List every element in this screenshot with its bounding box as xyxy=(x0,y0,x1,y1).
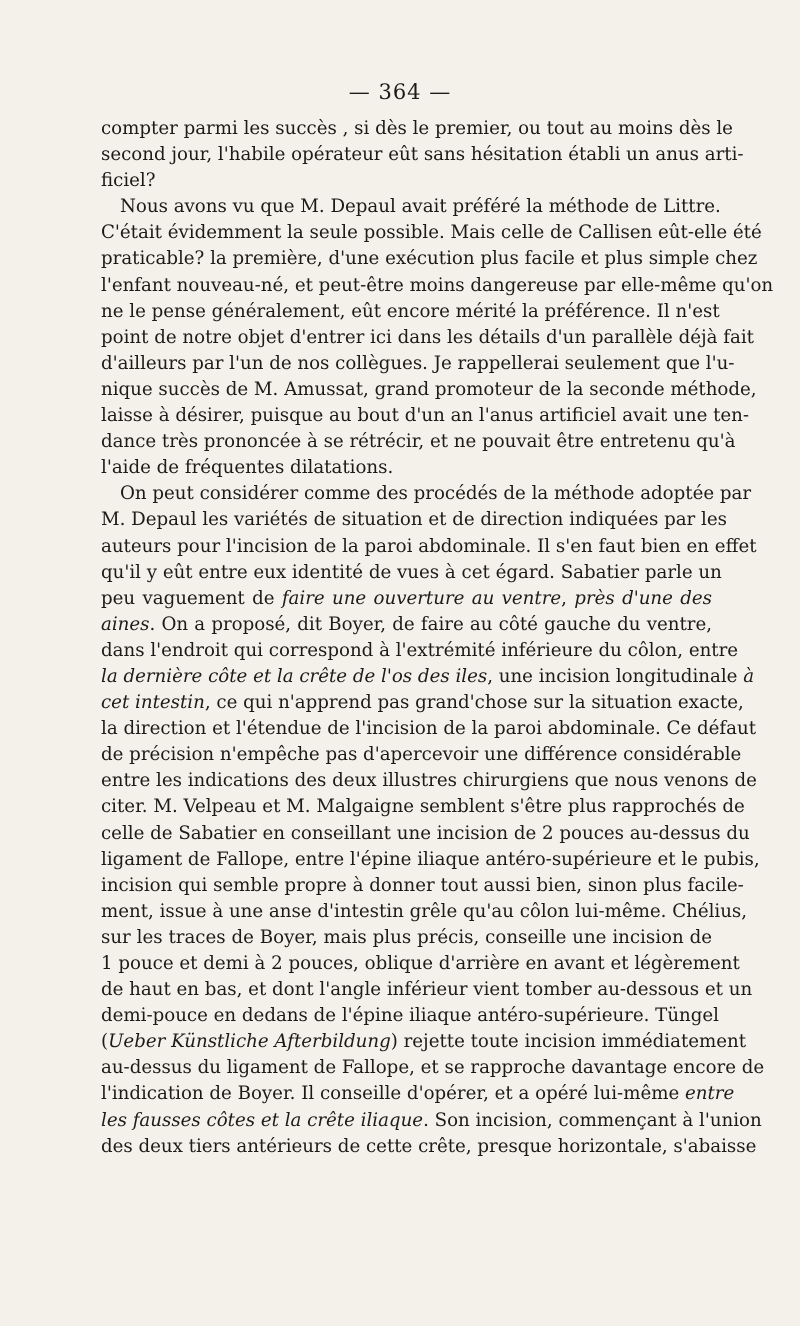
text-line xyxy=(101,1108,762,1134)
text-segment: dance très prononcée à se rétrécir, et ne pouvait être entretenu qu'à xyxy=(101,431,736,453)
text-segment: praticable? la première, d'une exécution plus facile et plus simple chez xyxy=(101,248,758,270)
text-line xyxy=(101,794,745,820)
text-segment: incision qui semble propre à donner tout aussi bien, sinon plus facile- xyxy=(101,874,744,896)
italic-segment: Ueber Künstliche Afterbildung xyxy=(108,1031,391,1053)
text-segment: d'ailleurs par l'un de nos collègues. Je rappellerai seulement que l'u- xyxy=(101,352,735,374)
text-segment: ne le pense généralement, eût encore mérité la préférence. Il n'est xyxy=(101,300,720,322)
text-line xyxy=(101,742,742,768)
text-line xyxy=(101,403,750,429)
text-segment: C'était évidemment la seule possible. Mais celle de Callisen eût-elle été xyxy=(101,222,762,244)
text-line xyxy=(101,194,721,220)
text-segment: au-dessus du ligament de Fallope, et se rapproche davantage encore de xyxy=(101,1057,765,1079)
text-line xyxy=(101,560,722,586)
text-line xyxy=(101,481,752,507)
text-segment: , ce qui n'apprend pas grand'chose sur la situation exacte, xyxy=(204,692,744,714)
text-line xyxy=(101,142,744,168)
text-line xyxy=(101,873,744,899)
text-line xyxy=(101,377,757,403)
text-segment: dans l'endroit qui correspond à l'extrémité inférieure du côlon, entre xyxy=(101,639,739,661)
text-line xyxy=(101,977,753,1003)
text-line xyxy=(101,586,712,612)
body-text xyxy=(101,116,774,1160)
italic-segment: à xyxy=(743,665,755,687)
text-line xyxy=(101,768,757,794)
text-line xyxy=(101,847,760,873)
text-segment: des deux tiers antérieurs de cette crête, presque horizontale, s'abaisse xyxy=(101,1135,757,1157)
text-line xyxy=(101,951,740,977)
text-segment: Nous avons vu que M. Depaul avait préféré la méthode de Littre. xyxy=(120,196,721,218)
text-segment: ( xyxy=(101,1031,109,1053)
text-line xyxy=(101,220,762,246)
text-segment: l'enfant nouveau-né, et peut-être moins dangereuse par elle-même qu'on xyxy=(101,274,774,296)
italic-segment: aines xyxy=(101,613,150,635)
text-segment: citer. M. Velpeau et M. Malgaigne semblent s'être plus rapprochés de xyxy=(101,796,745,818)
text-segment: demi-pouce en dedans de l'épine iliaque antéro-supérieure. Tüngel xyxy=(101,1005,719,1027)
italic-segment: cet intestin xyxy=(101,692,205,714)
text-segment: entre les indications des deux illustres chirurgiens que nous venons de xyxy=(101,770,757,792)
text-line xyxy=(101,638,739,664)
italic-segment: les fausses côtes et la crête iliaque xyxy=(101,1109,424,1131)
text-line xyxy=(101,507,727,533)
text-segment: sur les traces de Boyer, mais plus précis, conseille une incision de xyxy=(101,926,712,948)
text-segment: 1 pouce et demi à 2 pouces, oblique d'arrière en avant et légèrement xyxy=(101,953,740,974)
text-segment: de précision n'empêche pas d'apercevoir une différence considérable xyxy=(101,744,742,766)
text-segment: laisse à désirer, puisque au bout d'un an l'anus artificiel avait une ten- xyxy=(101,405,750,427)
text-segment: second jour, l'habile opérateur eût sans hésitation établi un anus arti- xyxy=(101,144,744,166)
text-line xyxy=(101,534,757,560)
text-line xyxy=(101,1134,757,1160)
page-number: — 364 — xyxy=(348,80,452,104)
text-segment: , xyxy=(561,587,575,609)
text-segment: ligament de Fallope, entre l'épine iliaque antéro-supérieure et le pubis, xyxy=(101,848,760,870)
italic-segment: près d'une des xyxy=(574,587,712,609)
text-line xyxy=(101,1081,735,1107)
text-segment: ment, issue à une anse d'intestin grêle qu'au côlon lui-même. Chélius, xyxy=(101,900,748,922)
text-line xyxy=(101,690,744,716)
text-segment: la direction et l'étendue de l'incision de la paroi abdominale. Ce défaut xyxy=(101,718,757,740)
text-segment: ficiel? xyxy=(101,170,156,192)
text-segment: l'indication de Boyer. Il conseille d'opérer, et a opéré lui-même xyxy=(101,1083,686,1105)
text-segment: de haut en bas, et dont l'angle inférieur vient tomber au-dessous et un xyxy=(101,979,753,1001)
text-segment: , une incision longitudinale xyxy=(487,665,744,687)
text-line xyxy=(101,821,750,847)
text-segment: compter parmi les succès , si dès le premier, ou tout au moins dès le xyxy=(101,118,733,139)
text-line xyxy=(101,168,712,194)
text-segment: M. Depaul les variétés de situation et de direction indiquées par les xyxy=(101,509,727,531)
text-line xyxy=(101,273,774,299)
text-segment: qu'il y eût entre eux identité de vues à cet égard. Sabatier parle un xyxy=(101,561,722,583)
text-line xyxy=(101,925,712,951)
text-segment: l'aide de fréquentes dilatations. xyxy=(101,457,394,479)
text-line xyxy=(101,1003,719,1029)
text-line xyxy=(101,612,712,638)
text-line xyxy=(101,246,758,272)
text-segment: ) rejette toute incision immédiatement xyxy=(390,1031,747,1053)
italic-segment: entre xyxy=(685,1083,735,1105)
text-segment: On peut considérer comme des procédés de la méthode adoptée par xyxy=(120,483,752,505)
text-line xyxy=(101,455,712,481)
italic-segment: faire une ouverture au ventre xyxy=(281,587,562,609)
text-segment: auteurs pour l'incision de la paroi abdominale. Il s'en faut bien en effet xyxy=(101,535,757,557)
text-segment: peu vaguement de xyxy=(101,587,282,609)
italic-segment: la dernière côte et la crête de l'os des iles xyxy=(101,665,488,687)
text-line xyxy=(101,1055,765,1081)
text-segment: nique succès de M. Amussat, grand promoteur de la seconde méthode, xyxy=(101,378,757,400)
text-line xyxy=(101,351,735,377)
text-line xyxy=(101,716,757,742)
text-segment: . On a proposé, dit Boyer, de faire au côté gauche du ventre, xyxy=(149,613,712,635)
text-line xyxy=(101,325,754,351)
text-segment: celle de Sabatier en conseillant une incision de 2 pouces au-dessus du xyxy=(101,822,750,844)
text-line xyxy=(101,299,720,325)
text-line xyxy=(101,1029,747,1055)
text-segment: . Son incision, commençant à l'union xyxy=(423,1109,762,1131)
text-line xyxy=(101,664,755,690)
text-line xyxy=(101,899,748,925)
text-line xyxy=(101,116,733,142)
text-line xyxy=(101,429,736,455)
text-segment: point de notre objet d'entrer ici dans les détails d'un parallèle déjà fait xyxy=(101,326,754,348)
